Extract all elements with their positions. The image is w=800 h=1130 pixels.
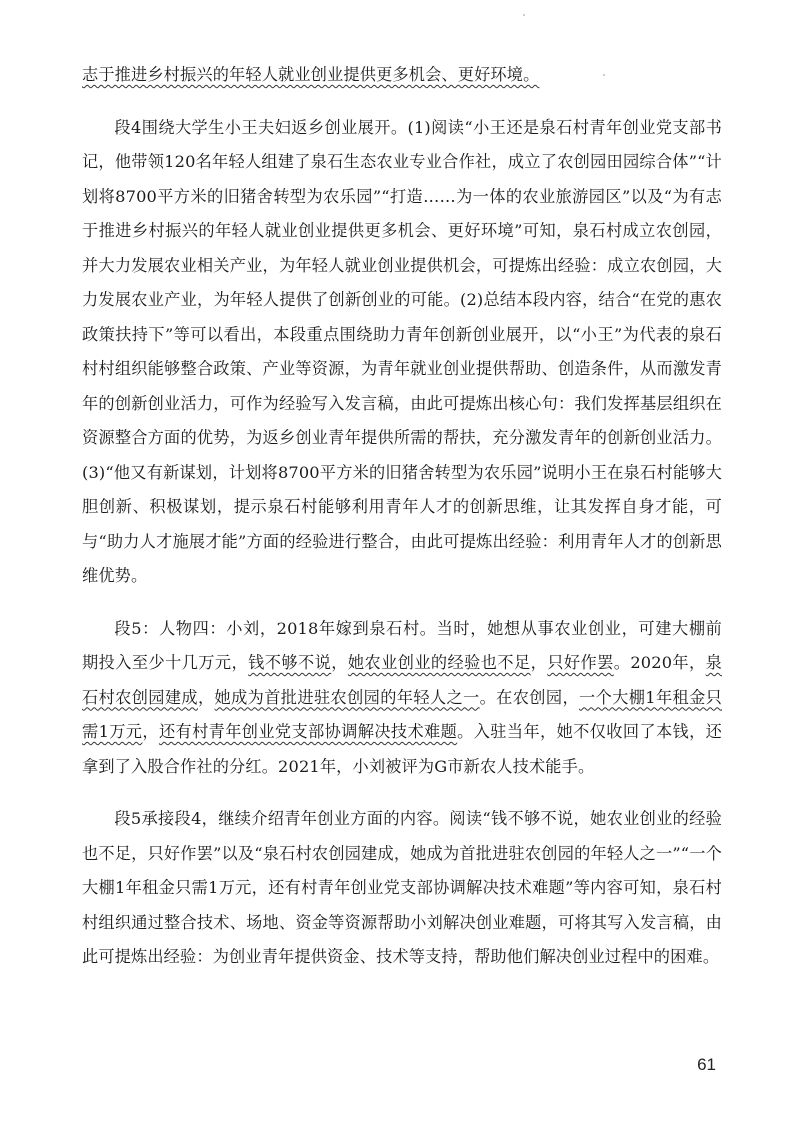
underlined-phrase: 她农业创业的经验也不足 xyxy=(347,653,531,672)
material-5-text: ， xyxy=(331,653,348,672)
underlined-phrase: 还有村青年创业党支部协调解决技术难题 xyxy=(158,722,458,741)
underlined-phrase: 一个大棚1年租金只需1万元 xyxy=(82,687,722,741)
paragraph-analysis-4 xyxy=(82,111,722,594)
material-5-text: 。入驻当年，她不仅收回了本钱，还拿到了入股合作社的分红。2021年，小刘被评为G市新农人技术能手。 xyxy=(82,722,723,776)
material-5-text: ， xyxy=(142,722,159,741)
page-number: 61 xyxy=(697,1055,716,1074)
analysis-5-text: 段5承接段4，继续介绍青年创业方面的内容。阅读“钱不够不说，她农业创业的经验也不足，只好作罢”以及“泉石村农创园建成，她成为首批进驻农创园的年轻人之一”“一个大棚1年租金只需1万元，还有村青年创业党支部协调解决技术难题”等内容可知，泉石村村组织通过整合技术、场地、资金等资源帮助小刘解决创业难题，可将其写入发言稿，由此可提炼出经验：为创业青年提供资金、技术等支持，帮助他们解决创业过程中的困难。 xyxy=(82,809,722,966)
underlined-phrase: 泉石村农创园建成 xyxy=(82,653,722,707)
underlined-phrase: 她成为首批进驻农创园的年轻人之一 xyxy=(214,687,480,707)
material-5-text: ， xyxy=(197,687,215,707)
underlined-phrase: 钱不够不说 xyxy=(248,653,332,672)
scan-speck xyxy=(523,14,525,16)
material-5-text: ， xyxy=(530,653,548,672)
paragraph-analysis-5 xyxy=(82,802,722,975)
underlined-phrase: 只好作罢 xyxy=(547,653,614,672)
paragraph-material-5 xyxy=(82,612,722,785)
paragraph-intro-continuation xyxy=(82,58,722,93)
document-body xyxy=(82,58,722,975)
analysis-4-text: 段4围绕大学生小王夫妇返乡创业展开。(1)阅读“小王还是泉石村青年创业党支部书记，他带领120名年轻人组建了泉石生态农业专业合作社，成立了农创园田园综合体”“计划将8700平方米的旧猪舍转型为农乐园”“打造……为一体的农业旅游园区”以及“为有志于推进乡村振兴的年轻人就业创业提供更多机会、更好环境”可知，泉石村成立农创园，并大力发展农业相关产业，为年轻人就业创业提供机会，可提炼出经验：成立农创园，大力发展农业产业，为年轻人提供了创新创业的可能。(2)总结本段内容，结合“在党的惠农政策扶持下”等可以看出，本段重点围绕助力青年创新创业展开，以“小王”为代表的泉石村村组织能够整合政策、产业等资源，为青年就业创业提供帮助、创造条件，从而激发青年的创新创业活力，可作为经验写入发言稿，由此可提炼出核心句：我们发挥基层组织在资源整合方面的优势，为返乡创业青年提供所需的帮扶，充分激发青年的创新创业活力。(3)“他又有新谋划，计划将8700平方米的旧猪舍转型为农乐园”说明小王在泉石村能够大胆创新、积极谋划，提示泉石村能够利用青年人才的创新思维，让其发挥自身才能，可与“助力人才施展才能”方面的经验进行整合，由此可提炼出经验：利用青年人才的创新思维优势。 xyxy=(82,117,722,585)
material-5-text: 。2020年， xyxy=(613,653,706,672)
material-5-text: 。在农创园， xyxy=(479,687,580,707)
material-5-text: 段5：人物四：小刘，2018年嫁到泉石村。当时，她想从事农业创业，可建大棚前期投入至少十几万元， xyxy=(82,618,722,672)
underlined-phrase: 志于推进乡村振兴的年轻人就业创业提供更多机会、更好环境。 xyxy=(82,65,540,84)
